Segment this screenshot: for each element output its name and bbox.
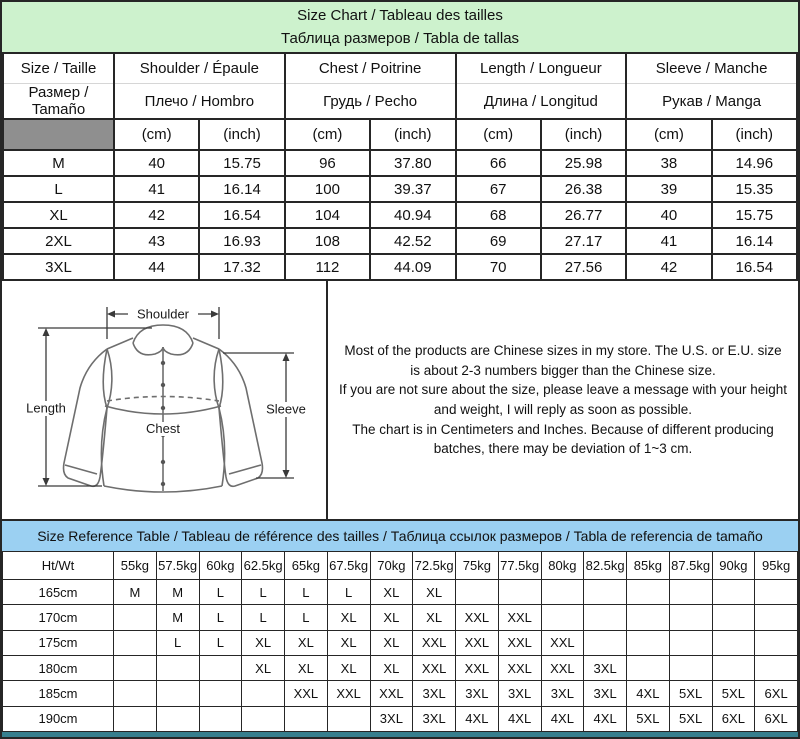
ref-size-cell: XL <box>242 630 285 655</box>
size-row-label: L <box>3 176 114 202</box>
size-row-label: M <box>3 150 114 176</box>
ref-size-cell: 6XL <box>712 706 755 731</box>
ref-size-cell: XXL <box>285 681 328 706</box>
ref-size-cell: 4XL <box>541 706 584 731</box>
corner-blank-cell <box>3 119 114 150</box>
size-table <box>2 52 798 281</box>
weight-header-cell: 82.5kg <box>584 552 627 580</box>
ref-size-cell: L <box>199 605 242 630</box>
ref-size-cell <box>712 630 755 655</box>
size-row-label: XL <box>3 202 114 228</box>
ref-size-cell <box>627 655 670 680</box>
note-sentence: If you are not sure about the size, please leave a message with your height and weight, I will reply as soon as possible. <box>338 382 788 417</box>
reference-table-row <box>3 655 798 680</box>
size-table-units-row <box>3 119 797 150</box>
ref-size-cell: 5XL <box>712 681 755 706</box>
ref-size-cell <box>456 580 499 605</box>
ref-size-cell: XXL <box>327 681 370 706</box>
seller-note <box>328 281 798 519</box>
reference-header-row <box>3 552 798 580</box>
column-header-primary: Size / Taille <box>3 53 114 84</box>
size-value-cell: 14.96 <box>712 150 797 176</box>
ref-size-cell: XL <box>413 580 456 605</box>
size-value-cell: 43 <box>114 228 199 254</box>
ref-size-cell: XL <box>327 655 370 680</box>
size-value-cell: 16.54 <box>199 202 284 228</box>
reference-table-row <box>3 605 798 630</box>
size-table-subheader-row <box>3 84 797 120</box>
column-header-secondary: Грудь / Pecho <box>285 84 456 120</box>
size-value-cell: 68 <box>456 202 541 228</box>
size-value-cell: 15.75 <box>199 150 284 176</box>
unit-header-inch: (inch) <box>712 119 797 150</box>
ref-size-cell <box>584 630 627 655</box>
weight-header-cell: 87.5kg <box>669 552 712 580</box>
height-row-label: 170cm <box>3 605 114 630</box>
chart-title-bar <box>2 2 798 52</box>
size-value-cell: 42 <box>114 202 199 228</box>
ref-size-cell: L <box>156 630 199 655</box>
ref-size-cell <box>755 630 798 655</box>
column-header-primary: Sleeve / Manche <box>626 53 797 84</box>
ref-size-cell <box>712 580 755 605</box>
ref-size-cell: M <box>156 605 199 630</box>
ref-size-cell: 5XL <box>669 706 712 731</box>
measurement-lines <box>38 307 294 486</box>
ref-size-cell: XL <box>370 580 413 605</box>
ref-size-cell <box>156 706 199 731</box>
reference-table-row <box>3 580 798 605</box>
ref-size-cell <box>199 706 242 731</box>
weight-header-cell: 65kg <box>285 552 328 580</box>
reference-table-row <box>3 706 798 731</box>
column-header-primary: Length / Longueur <box>456 53 627 84</box>
ref-size-cell: L <box>242 580 285 605</box>
ref-size-cell <box>199 681 242 706</box>
ref-size-cell: L <box>285 580 328 605</box>
ref-size-cell: 5XL <box>669 681 712 706</box>
unit-header-cm: (cm) <box>456 119 541 150</box>
ref-size-cell <box>712 605 755 630</box>
ref-size-cell: XL <box>370 655 413 680</box>
ref-size-cell: 5XL <box>627 706 670 731</box>
ref-size-cell <box>199 655 242 680</box>
reference-table-title: Size Reference Table / Tableau de référence des tailles / Таблица ссылок размеров / Tabla de referencia de tamaño <box>2 519 798 551</box>
weight-header-cell: 85kg <box>627 552 670 580</box>
ref-size-cell <box>755 580 798 605</box>
weight-header-cell: 77.5kg <box>498 552 541 580</box>
size-table-row <box>3 228 797 254</box>
height-row-label: 185cm <box>3 681 114 706</box>
weight-header-cell: 70kg <box>370 552 413 580</box>
size-value-cell: 42.52 <box>370 228 455 254</box>
size-value-cell: 108 <box>285 228 370 254</box>
size-reference-table-body <box>3 552 798 732</box>
ref-size-cell: XL <box>327 630 370 655</box>
ref-size-cell: L <box>285 605 328 630</box>
size-value-cell: 38 <box>626 150 711 176</box>
size-value-cell: 26.77 <box>541 202 626 228</box>
size-value-cell: 100 <box>285 176 370 202</box>
size-value-cell: 67 <box>456 176 541 202</box>
ref-size-cell: 3XL <box>584 681 627 706</box>
ref-size-cell: 6XL <box>755 706 798 731</box>
unit-header-cm: (cm) <box>114 119 199 150</box>
ref-size-cell <box>584 580 627 605</box>
chart-title-line1: Size Chart / Tableau des tailles <box>297 7 503 25</box>
weight-header-cell: 67.5kg <box>327 552 370 580</box>
weight-header-cell: 95kg <box>755 552 798 580</box>
size-table-row <box>3 202 797 228</box>
size-value-cell: 66 <box>456 150 541 176</box>
ref-size-cell <box>114 706 157 731</box>
bottom-accent-bar <box>2 732 798 737</box>
ref-size-cell: 3XL <box>370 706 413 731</box>
ref-size-cell: L <box>199 630 242 655</box>
ref-size-cell: L <box>199 580 242 605</box>
column-header-secondary: Размер / Tamaño <box>3 84 114 120</box>
size-value-cell: 39 <box>626 176 711 202</box>
column-header-primary: Chest / Poitrine <box>285 53 456 84</box>
size-table-header-row <box>3 53 797 84</box>
height-row-label: 165cm <box>3 580 114 605</box>
unit-header-inch: (inch) <box>541 119 626 150</box>
size-value-cell: 27.56 <box>541 254 626 280</box>
ref-size-cell <box>755 655 798 680</box>
ref-size-cell: XL <box>242 655 285 680</box>
ref-size-cell <box>712 655 755 680</box>
shirt-diagram-svg <box>2 281 326 519</box>
ref-size-cell: XXL <box>498 605 541 630</box>
size-table-row <box>3 254 797 280</box>
ref-size-cell: XXL <box>370 681 413 706</box>
size-value-cell: 17.32 <box>199 254 284 280</box>
ref-size-cell <box>669 605 712 630</box>
size-value-cell: 25.98 <box>541 150 626 176</box>
ref-size-cell <box>285 706 328 731</box>
ref-size-cell <box>498 580 541 605</box>
height-row-label: 175cm <box>3 630 114 655</box>
ref-size-cell: XXL <box>413 655 456 680</box>
ref-size-cell: 4XL <box>584 706 627 731</box>
height-row-label: 180cm <box>3 655 114 680</box>
ref-size-cell: XL <box>327 605 370 630</box>
ref-size-cell <box>627 580 670 605</box>
ref-size-cell: XL <box>285 655 328 680</box>
ref-size-cell <box>669 655 712 680</box>
size-value-cell: 15.75 <box>712 202 797 228</box>
column-header-secondary: Длина / Longitud <box>456 84 627 120</box>
sleeve-label: Sleeve <box>266 401 306 417</box>
column-header-primary: Shoulder / Épaule <box>114 53 285 84</box>
ref-size-cell: L <box>242 605 285 630</box>
size-value-cell: 104 <box>285 202 370 228</box>
ref-size-cell: 4XL <box>456 706 499 731</box>
ref-size-cell: XL <box>285 630 328 655</box>
ref-size-cell: 4XL <box>498 706 541 731</box>
ref-size-cell <box>242 681 285 706</box>
size-table-row <box>3 176 797 202</box>
size-value-cell: 39.37 <box>370 176 455 202</box>
size-value-cell: 27.17 <box>541 228 626 254</box>
ref-size-cell <box>114 655 157 680</box>
size-value-cell: 16.54 <box>712 254 797 280</box>
size-value-cell: 40.94 <box>370 202 455 228</box>
ref-size-cell <box>114 681 157 706</box>
size-value-cell: 16.14 <box>712 228 797 254</box>
weight-header-cell: 55kg <box>114 552 157 580</box>
size-value-cell: 40 <box>114 150 199 176</box>
ref-size-cell: XL <box>370 630 413 655</box>
size-reference-table <box>2 551 798 732</box>
size-value-cell: 112 <box>285 254 370 280</box>
ref-size-cell <box>156 655 199 680</box>
size-value-cell: 15.35 <box>712 176 797 202</box>
ref-size-cell <box>755 605 798 630</box>
note-sentence: Most of the products are Chinese sizes in my store. The U.S. or E.U. size is about 2-3 numbers bigger than the Chinese size. <box>344 343 782 378</box>
size-row-label: 3XL <box>3 254 114 280</box>
size-value-cell: 42 <box>626 254 711 280</box>
measurement-arrowheads <box>43 311 290 487</box>
ref-size-cell <box>669 630 712 655</box>
size-value-cell: 40 <box>626 202 711 228</box>
ref-size-cell <box>114 605 157 630</box>
ref-size-cell <box>327 706 370 731</box>
height-row-label: 190cm <box>3 706 114 731</box>
size-table-row <box>3 150 797 176</box>
size-value-cell: 69 <box>456 228 541 254</box>
weight-header-cell: 80kg <box>541 552 584 580</box>
ref-size-cell: 3XL <box>541 681 584 706</box>
note-sentence: The chart is in Centimeters and Inches. Because of different producing batches, there may be deviation of 1~3 cm. <box>352 421 774 457</box>
ref-size-cell <box>627 630 670 655</box>
ref-size-cell: XXL <box>541 630 584 655</box>
middle-section <box>2 281 798 519</box>
shoulder-label: Shoulder <box>136 306 190 322</box>
ref-size-cell <box>541 605 584 630</box>
ref-size-cell <box>156 681 199 706</box>
ref-size-cell <box>669 580 712 605</box>
ref-size-cell: M <box>156 580 199 605</box>
ref-size-cell: XXL <box>498 630 541 655</box>
size-table-body <box>3 53 797 280</box>
ref-size-cell: M <box>114 580 157 605</box>
shirt-measurement-diagram <box>2 281 328 519</box>
column-header-secondary: Рукав / Manga <box>626 84 797 120</box>
ref-size-cell: XXL <box>456 655 499 680</box>
size-value-cell: 41 <box>114 176 199 202</box>
ref-size-cell: XXL <box>413 630 456 655</box>
reference-table-row <box>3 630 798 655</box>
unit-header-inch: (inch) <box>199 119 284 150</box>
ref-size-cell <box>242 706 285 731</box>
reference-table-row <box>3 681 798 706</box>
ref-size-cell <box>584 605 627 630</box>
chest-label: Chest <box>146 421 180 436</box>
ref-size-cell: 3XL <box>413 681 456 706</box>
size-value-cell: 16.14 <box>199 176 284 202</box>
weight-header-cell: 72.5kg <box>413 552 456 580</box>
ref-size-cell: XL <box>413 605 456 630</box>
ref-size-cell: 3XL <box>498 681 541 706</box>
ref-size-cell: XXL <box>541 655 584 680</box>
size-value-cell: 70 <box>456 254 541 280</box>
size-value-cell: 44.09 <box>370 254 455 280</box>
length-label: Length <box>26 400 66 416</box>
ref-size-cell: XXL <box>456 630 499 655</box>
ref-size-cell: L <box>327 580 370 605</box>
weight-header-cell: 75kg <box>456 552 499 580</box>
ref-size-cell: 6XL <box>755 681 798 706</box>
weight-header-cell: 62.5kg <box>242 552 285 580</box>
ref-size-cell: 3XL <box>456 681 499 706</box>
unit-header-cm: (cm) <box>626 119 711 150</box>
size-value-cell: 16.93 <box>199 228 284 254</box>
ref-size-cell: 4XL <box>627 681 670 706</box>
chart-title-line2: Таблица размеров / Tabla de tallas <box>280 29 520 47</box>
size-value-cell: 41 <box>626 228 711 254</box>
weight-header-cell: 90kg <box>712 552 755 580</box>
ref-size-cell: 3XL <box>413 706 456 731</box>
ref-size-cell <box>114 630 157 655</box>
weight-header-cell: 57.5kg <box>156 552 199 580</box>
weight-header-cell: 60kg <box>199 552 242 580</box>
ref-size-cell: XXL <box>456 605 499 630</box>
size-value-cell: 26.38 <box>541 176 626 202</box>
size-value-cell: 37.80 <box>370 150 455 176</box>
size-value-cell: 44 <box>114 254 199 280</box>
ref-size-cell <box>541 580 584 605</box>
htwt-corner-cell: Ht/Wt <box>3 552 114 580</box>
size-row-label: 2XL <box>3 228 114 254</box>
ref-size-cell: 3XL <box>584 655 627 680</box>
column-header-secondary: Плечо / Hombro <box>114 84 285 120</box>
unit-header-cm: (cm) <box>285 119 370 150</box>
ref-size-cell <box>627 605 670 630</box>
ref-size-cell: XL <box>370 605 413 630</box>
size-value-cell: 96 <box>285 150 370 176</box>
ref-size-cell: XXL <box>498 655 541 680</box>
unit-header-inch: (inch) <box>370 119 455 150</box>
